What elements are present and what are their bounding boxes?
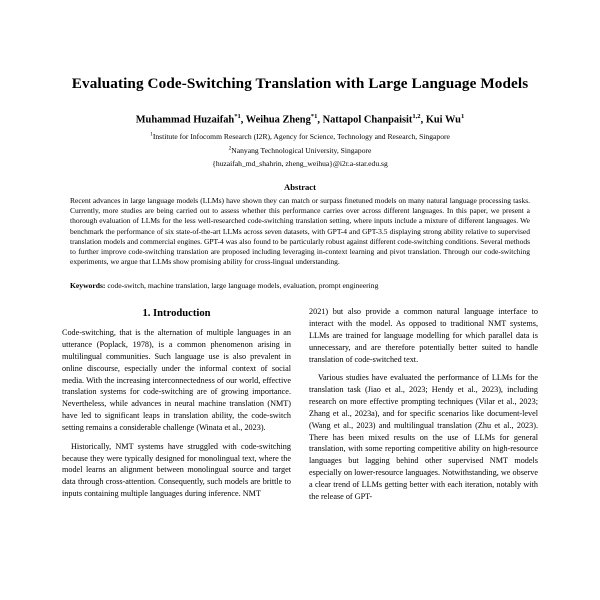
affiliation-marker: 2 xyxy=(228,145,232,152)
abstract-text: Recent advances in large language models (LLMs) have shown they can match or surpass finetuned models on many natural language processing tasks. Currently, more studies are being carried out to assess whether this performance carries over across different languages. In this paper, we present a thorough evaluation of LLMs for the less well-researched code-switching translation setting, where inputs include a mixture of different languages. We benchmark the performance of six state-of-the-art LLMs across seven datasets, with GPT-4 and GPT-3.5 displaying strong ability relative to supervised translation models and commercial engines. GPT-4 was also found to be particularly robust against different code-switching conditions. Several methods to further improve code-switching translation are proposed including leveraging in-context learning and pivot translation. Through our code-switching experiments, we argue that LLMs show promising ability for cross-lingual understanding. xyxy=(70,196,530,267)
paragraph: Various studies have evaluated the performance of LLMs for the translation task (Jiao et al., 2023; Hendy et al., 2023), including research on more effective prompting techniques (Vilar et al., 2023; Zhang et al., 2023a), and for specific scenarios like document-level (Wang et al., 2023) and multilingual translation (Zhu et al., 2023). There has been mixed results on the use of LLMs for general translation, with some reporting competitive ability on high-resource languages but lagging behind other supervised NMT models especially on lower-resource languages. Notwithstanding, we observe a clear trend of LLMs getting better with each iteration, notably with the release of GPT- xyxy=(309,373,538,501)
author-name: Weihua Zheng xyxy=(245,114,311,126)
section-heading-introduction xyxy=(62,308,291,319)
affiliation-text: Nanyang Technological University, Singapore xyxy=(231,146,372,156)
keywords xyxy=(70,281,530,290)
authors-line: Muhammad Huzaifah$^{*1}$, Weihua Zheng$^{*1}$, Nattapol Chanpaisit$^{1,2}$, Kui Wu$^1$ xyxy=(135,113,465,126)
affiliation-marker: 1 xyxy=(150,131,153,138)
author-name: Muhammad Huzaifah xyxy=(135,114,235,126)
keywords-label: Keywords: xyxy=(70,281,106,291)
author-sup: *1 xyxy=(310,113,318,121)
left-column xyxy=(62,306,291,509)
page-title: Evaluating Code-Switching Translation with Large Language Models xyxy=(71,75,529,92)
body-columns xyxy=(62,306,538,509)
section-number: 1. xyxy=(142,308,151,320)
contact-email: {huzaifah_md_shahrin, zheng_weihua}@i2r.a-star.edu.sg xyxy=(212,159,388,169)
affiliation-1 xyxy=(62,131,538,142)
affiliation-2 xyxy=(62,145,538,156)
affiliation-text: Institute for Infocomm Research (I2R), Agency for Science, Technology and Research, Singapore xyxy=(152,132,450,142)
paragraph: Historically, NMT systems have struggled with code-switching because they were typically designed for monolingual text, where the model learns an alignment between monolingual source and target data through cross-attention. Consequently, such models are brittle to inputs containing multiple languages during inference. NMT xyxy=(62,441,291,498)
paragraph: 2021) but also provide a common natural language interface to interact with the model. As opposed to traditional NMT systems, LLMs are trained for language modelling for which parallel data is unnecessary, and are therefore potentially better suited to handle translation of code-switched text. xyxy=(309,307,538,364)
author-name: Nattapol Chanpaisit xyxy=(322,114,413,126)
paragraph: Code-switching, that is the alternation of multiple languages in an utterance (Poplack, 1978), is a common phenomenon arising in multilingual communities. Such language use is also prevalent in online discourse, especially under the informal context of social media. With the increasing interconnectedness of our world, effective translation systems for code-switching are of growing importance. Nevertheless, while advances in neural machine translation (NMT) have led to significant leaps in translation ability, the code-switch setting remains a considerable challenge (Winata et al., 2023). xyxy=(62,328,291,432)
author-name: Kui Wu xyxy=(425,114,461,126)
right-column xyxy=(309,306,538,509)
author-sup: *1 xyxy=(234,113,241,121)
keywords-list: code-switch, machine translation, large language models, evaluation, prompt engineering xyxy=(107,281,379,291)
abstract-heading: Abstract xyxy=(284,182,316,193)
author-sup: 1 xyxy=(460,113,465,121)
section-title: Introduction xyxy=(153,308,211,320)
author-sup: 1,2 xyxy=(412,113,421,121)
